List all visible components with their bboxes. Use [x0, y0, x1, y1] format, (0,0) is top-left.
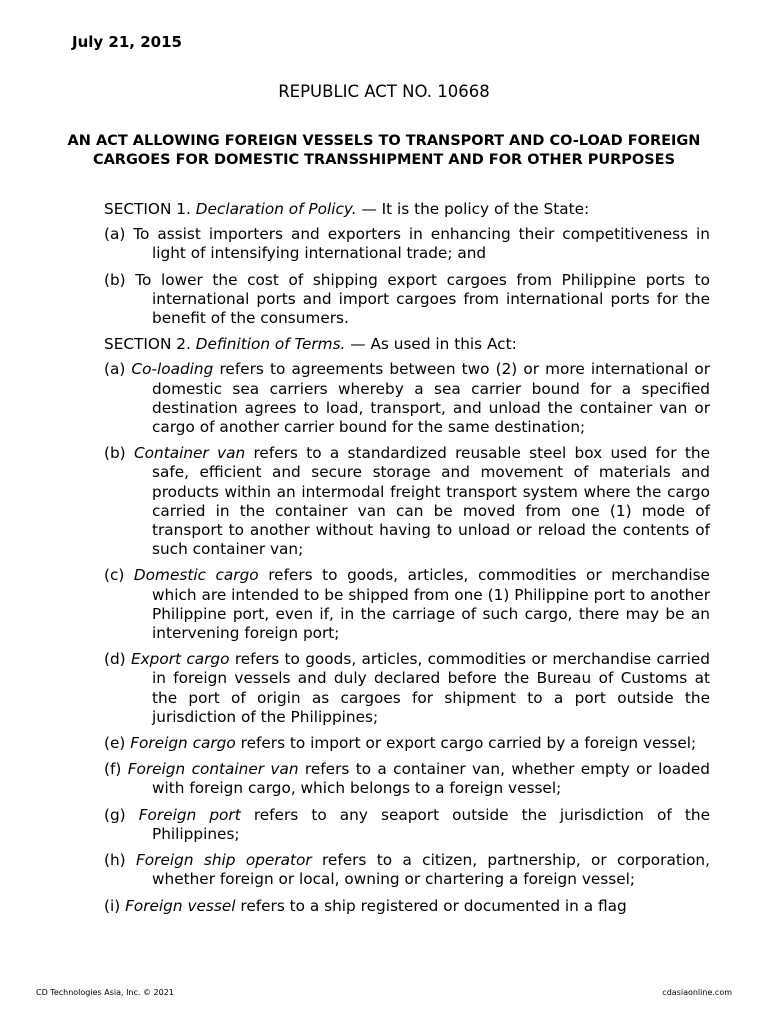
item-marker: (b)	[104, 270, 126, 289]
definition-text: refers to a citizen, partnership, or corporation, whether foreign or local, owning or chartering a foreign vessel;	[152, 851, 710, 889]
section-heading: Declaration of Policy.	[195, 200, 357, 218]
defined-term: Foreign port	[138, 805, 241, 824]
definition-item	[104, 734, 710, 753]
item-marker: (b)	[104, 444, 126, 463]
item-marker: (h)	[104, 851, 126, 870]
definition-item	[104, 566, 710, 643]
definition-item	[104, 851, 710, 889]
footer-site: cdasiaonline.com	[662, 988, 732, 997]
definition-text: refers to a ship registered or documented in a flag	[240, 896, 627, 915]
list-item	[104, 225, 710, 263]
section-text: — It is the policy of the State:	[361, 200, 590, 218]
act-number: REPUBLIC ACT NO. 10668	[278, 82, 490, 101]
section-heading: Definition of Terms.	[195, 335, 346, 354]
section-label: SECTION 1.	[104, 200, 191, 218]
defined-term: Co-loading	[131, 360, 214, 379]
section-label: SECTION 2.	[104, 335, 191, 354]
definition-text: refers to import or export cargo carried by a foreign vessel;	[240, 734, 697, 753]
defined-term: Domestic cargo	[133, 566, 259, 585]
item-text: To lower the cost of shipping export cargoes from Philippine ports to international ports and import cargoes from international ports for the benefit of the consumers.	[135, 270, 710, 328]
item-marker: (a)	[104, 360, 126, 379]
definition-item	[104, 806, 710, 844]
item-text: To assist importers and exporters in enhancing their competitiveness in light of intensifying international trade; and	[133, 225, 710, 263]
defined-term: Foreign ship operator	[136, 851, 312, 870]
section-1-heading	[104, 200, 710, 219]
section-2-heading	[104, 335, 710, 354]
document-body	[104, 200, 710, 923]
definition-text: refers to a container van, whether empty or loaded with foreign cargo, which belongs to a foreign vessel;	[152, 760, 710, 798]
item-marker: (d)	[104, 650, 126, 669]
defined-term: Foreign container van	[127, 760, 299, 779]
defined-term: Foreign vessel	[125, 896, 236, 915]
definition-text: refers to goods, articles, commodities or merchandise which are intended to be shipped from one (1) Philippine port to another Philippine port, even if, in the carriage of such cargo, there may be an intervening foreign port;	[152, 566, 710, 643]
item-marker: (a)	[104, 225, 126, 244]
definition-item	[104, 360, 710, 437]
definition-text: refers to any seaport outside the jurisdiction of the Philippines;	[152, 805, 710, 843]
definition-text: refers to goods, articles, commodities or merchandise carried in foreign vessels and duly declared before the Bureau of Customs at the port of origin as cargoes for shipment to a port outside the jurisdiction of the Philippines;	[152, 650, 710, 726]
act-title: AN ACT ALLOWING FOREIGN VESSELS TO TRANSPORT AND CO-LOAD FOREIGN CARGOES FOR DOMESTIC TRANSSHIPMENT AND FOR OTHER PURPOSES	[67, 133, 701, 168]
defined-term: Container van	[133, 444, 246, 463]
section-text: — As used in this Act:	[350, 335, 517, 354]
footer-copyright: CD Technologies Asia, Inc. © 2021	[36, 988, 174, 997]
document-date: July 21, 2015	[72, 33, 182, 51]
definition-text: refers to a standardized reusable steel box used for the safe, efficient and secure storage and movement of materials and products within an intermodal freight transport system where the cargo carried in the container van can be moved from one (1) mode of transport to another without having to unload or reload the contents of such container van;	[152, 444, 710, 559]
definition-item	[104, 760, 710, 798]
list-item	[104, 271, 710, 329]
definition-item	[104, 444, 710, 559]
item-marker: (f)	[104, 760, 122, 779]
item-marker: (e)	[104, 734, 126, 753]
definition-item	[104, 897, 710, 916]
item-marker: (c)	[104, 566, 125, 585]
defined-term: Foreign cargo	[130, 734, 236, 753]
definition-text: refers to agreements between two (2) or more international or domestic sea carriers whereby a sea carrier bound for a specified destination agrees to load, transport, and unload the container van or cargo of another carrier bound for the same destination;	[152, 360, 710, 437]
defined-term: Export cargo	[130, 650, 230, 669]
item-marker: (i)	[104, 896, 121, 915]
definition-item	[104, 650, 710, 727]
item-marker: (g)	[104, 805, 126, 824]
